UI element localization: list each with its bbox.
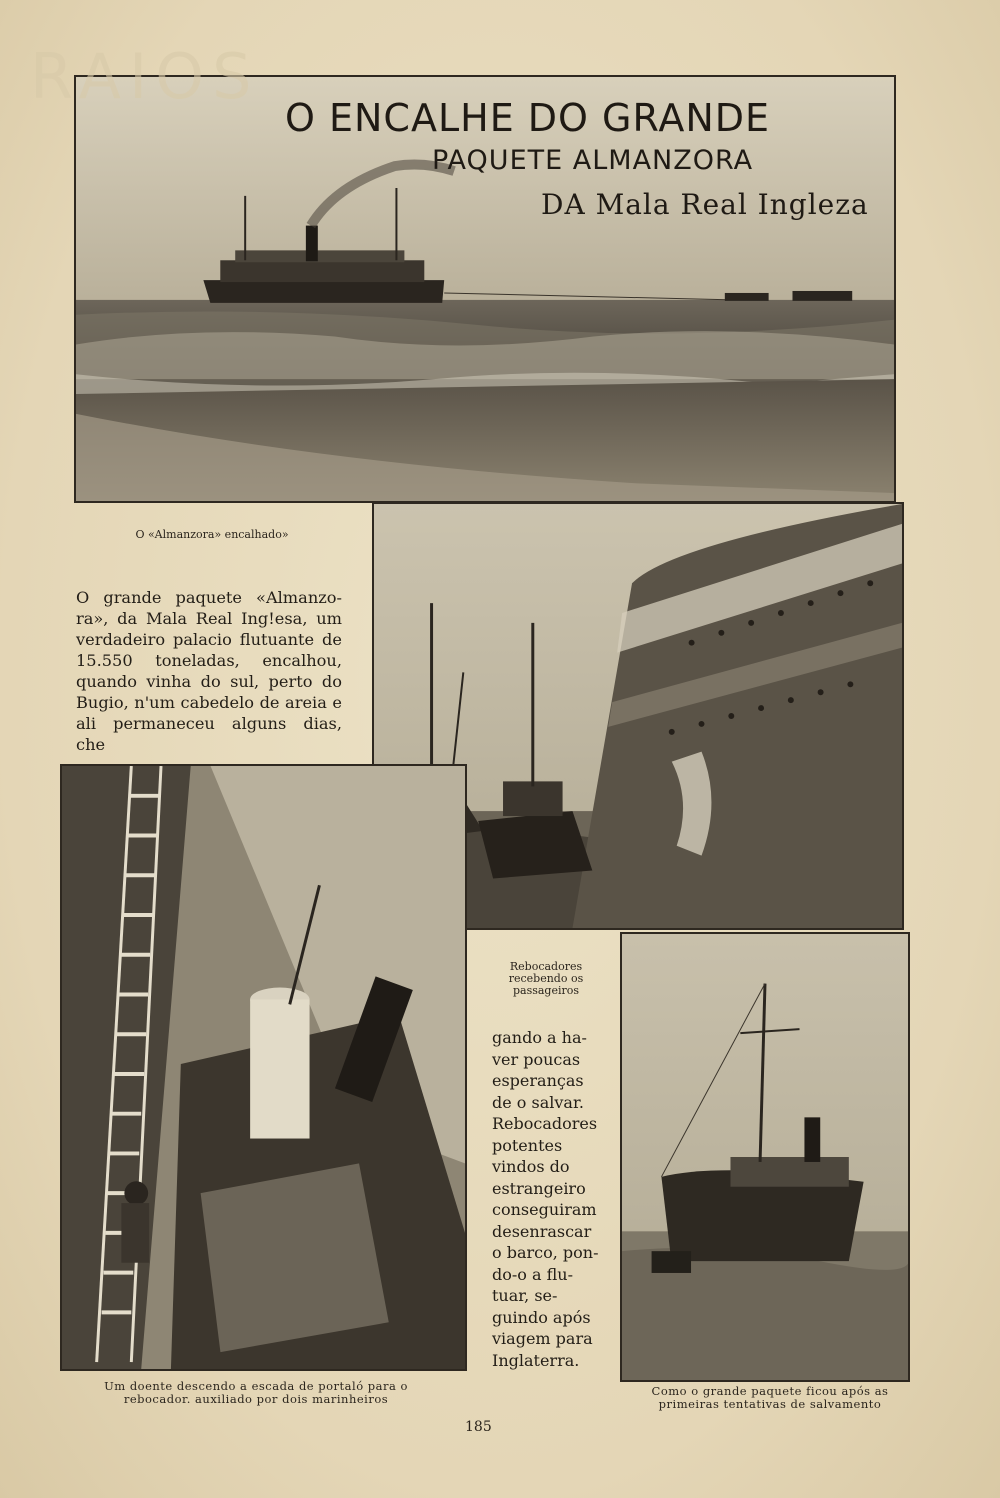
gangway-ladder-caption: Um doente descendo a escada de portaló para o rebocador. auxiliado por dois marinheiros (104, 1379, 408, 1406)
article-body-part-1: O grande paquete «Almanzora», da Mala Real Ing!esa, um verdadeiro palacio flutuante de 15.550 toneladas, encalhou, quando vinha do sul, perto do Bugio, n'um cabedelo de areia e ali permaneceu alguns dias, che (76, 588, 342, 754)
refloated-ship-caption: Como o grande paquete ficou após as primeiras tentativas de salvamento (651, 1384, 889, 1411)
article-body-part-2: gando a haver poucas esperanças de o salvar. Rebocadores potentes vindos do estrangeiro conseguiram desenrascar o barco, pondo-o a flutuar, seguindo após viagem para Inglaterra. (492, 1028, 599, 1370)
gangway-ladder-photo (60, 764, 467, 1371)
page-number: 185 (465, 1419, 492, 1435)
article-title-line-2: PAQUETE ALMANZORA (432, 145, 754, 176)
tugs-alongside-caption: Rebocadores recebendo os passageiros (508, 960, 584, 997)
bleedthrough-text: RAIOS (30, 40, 260, 113)
refloated-ship-photo (620, 932, 910, 1382)
article-title-line-1: O ENCALHE DO GRANDE (285, 96, 771, 140)
stranded-ship-caption: O «Almanzora» encalhado» (135, 528, 289, 541)
article-title-line-3: DA Mala Real Ingleza (541, 188, 869, 221)
